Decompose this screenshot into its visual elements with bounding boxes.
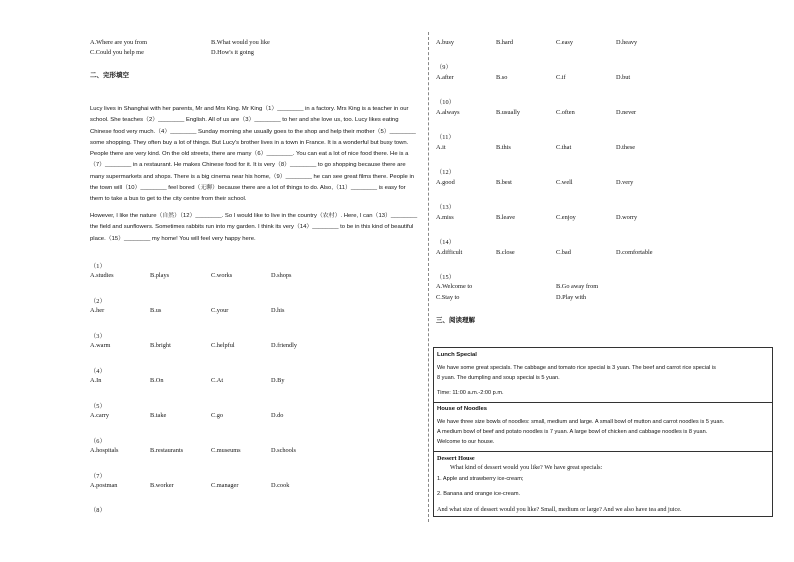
option[interactable]: B.restaurants: [150, 447, 184, 454]
question-number: （15）: [436, 274, 455, 281]
noodles-text-2: A medium bowl of beef and potato noodles is 7 yuan. A large bowl of chicken and cabbage noodles is 8 yuan.: [437, 429, 708, 435]
option[interactable]: D.do: [271, 412, 284, 419]
option[interactable]: D.never: [616, 109, 637, 116]
option[interactable]: A.good: [436, 179, 455, 186]
option[interactable]: B.plays: [150, 272, 170, 279]
option[interactable]: B.close: [496, 249, 515, 256]
option[interactable]: C.helpful: [211, 342, 235, 349]
option[interactable]: D.worry: [616, 214, 638, 221]
option[interactable]: C.your: [211, 307, 229, 314]
option[interactable]: A.studies: [90, 272, 114, 279]
option[interactable]: D.shops: [271, 272, 292, 279]
option[interactable]: C.easy: [556, 39, 573, 46]
option[interactable]: D.his: [271, 307, 285, 314]
lunch-special-time: Time: 11:00 a.m.-2:00 p.m.: [437, 390, 504, 396]
option[interactable]: D.cook: [271, 482, 290, 489]
option[interactable]: D.but: [616, 74, 631, 81]
dessert-title: Dessert House: [437, 455, 475, 462]
option[interactable]: C.manager: [211, 482, 239, 489]
option[interactable]: B.hard: [496, 39, 513, 46]
option[interactable]: A.miss: [436, 214, 454, 221]
option[interactable]: A.busy: [436, 39, 455, 46]
option[interactable]: C.well: [556, 179, 573, 186]
option[interactable]: D.Play with: [556, 294, 587, 301]
lunch-special-title: Lunch Special: [437, 352, 477, 358]
question-number: （13）: [436, 204, 455, 211]
option[interactable]: B.Go away from: [556, 283, 599, 290]
reading-notice-box: [433, 347, 773, 517]
option[interactable]: D.By: [271, 377, 285, 384]
option[interactable]: B.best: [496, 179, 512, 186]
option[interactable]: C.often: [556, 109, 575, 116]
lunch-special-text-2: 8 yuan. The dumpling and soup special is 5 yuan.: [437, 375, 560, 381]
dessert-section: [434, 451, 772, 516]
option[interactable]: B.leave: [496, 214, 516, 221]
option[interactable]: A.hospitals: [90, 447, 119, 454]
question-number: （7）: [90, 473, 106, 480]
option[interactable]: D.comfortable: [616, 249, 653, 256]
option[interactable]: D.these: [616, 144, 636, 151]
section-cloze-title: 二、完形填空: [90, 71, 129, 79]
option[interactable]: A.carry: [90, 412, 110, 419]
dessert-item-1: 1. Apple and strawberry ice-cream;: [437, 476, 524, 482]
option[interactable]: C.if: [556, 74, 566, 81]
lunch-special-text-1: We have some great specials. The cabbage and tomato rice special is 3 yuan. The beef and carrot rice special is: [437, 365, 716, 371]
noodles-text-1: We have three size bowls of noodles: small, medium and large. A small bowl of mutton and carrot noodles is 5 yuan.: [437, 419, 725, 425]
option[interactable]: C.enjoy: [556, 214, 576, 221]
option[interactable]: B.take: [150, 412, 167, 419]
passage-paragraph-2: However, I like the nature（自然）（12）________. So I would like to live in the country（农村）. Here, I can（13）________ the field and sunflowers. Sometimes rabbits run into my garden. I think its very（14）________ to be in this kind of beautiful place.（15）________ my home! You will feel very happy here.: [90, 213, 418, 242]
option[interactable]: B.this: [496, 144, 511, 151]
option[interactable]: A.warm: [90, 342, 111, 349]
top-option-b: B.What would you like: [211, 39, 270, 46]
top-option-a: A.Where are you from: [90, 39, 147, 46]
option[interactable]: C.museums: [211, 447, 241, 454]
dessert-text-1: What kind of dessert would you like? We have great specials:: [450, 464, 603, 471]
question-number: （10）: [436, 99, 455, 106]
option[interactable]: B.On: [150, 377, 164, 384]
question-number: （14）: [436, 239, 455, 246]
option[interactable]: B.us: [150, 307, 162, 314]
option[interactable]: C.Stay to: [436, 294, 460, 301]
question-number: （5）: [90, 403, 106, 410]
option[interactable]: D.friendly: [271, 342, 298, 349]
option[interactable]: A.postman: [90, 482, 118, 489]
passage-paragraph-1: Lucy lives in Shanghai with her parents, Mr and Mrs King. Mr King（1）________ in a factory. Mrs King is a teacher in our school. She teaches（2）________ English. All of us are（3）________ to her and she love us, too. Lucy likes eating Chinese food very much.（4）________ Sunday morning she usually goes to the shop and help their mother（5）________ some shopping. They often buy a lot of things. But Lucy's brother lives in a town in France. It is a wonderful but busy town. People there are very kind. On the old streets, there are many（6）________. You can eat a lot of nice food there. He is a（7）________ in a restaurant. He makes Chinese food for it. It is very（8）________ to go shopping because there are many supermarkets and shops. There is a big cinema near his home,（9）________ he can see great films there. People in the town will（10）________ feel bored（无聊）because there are a lot of things to do. Also,（11）________ is easy for them to take a bus to get to the city centre from their school.: [90, 106, 416, 203]
option[interactable]: C.that: [556, 144, 572, 151]
option[interactable]: C.bad: [556, 249, 571, 256]
noodles-text-3: Welcome to our house.: [437, 439, 495, 445]
option[interactable]: A.it: [436, 144, 446, 151]
option[interactable]: C.At: [211, 377, 224, 384]
question-number: （8）: [90, 507, 106, 514]
option[interactable]: B.usually: [496, 109, 520, 116]
question-number: （11）: [436, 134, 455, 141]
noodles-section: [434, 402, 772, 451]
dessert-item-2: 2. Banana and orange ice-cream.: [437, 491, 521, 497]
option[interactable]: B.bright: [150, 342, 171, 349]
question-number: （3）: [90, 333, 106, 340]
top-option-c: C.Could you help me: [90, 49, 144, 56]
option[interactable]: A.her: [90, 307, 105, 314]
section-reading-title: 三、阅读理解: [436, 316, 475, 324]
column-divider: [428, 32, 429, 522]
option[interactable]: A.Welcome to: [436, 283, 473, 290]
option[interactable]: C.works: [211, 272, 233, 279]
question-number: （6）: [90, 438, 106, 445]
question-number: （9）: [436, 64, 452, 71]
lunch-special-section: [434, 348, 772, 402]
question-number: （2）: [90, 298, 106, 305]
option[interactable]: D.heavy: [616, 39, 638, 46]
noodles-title: House of Noodles: [437, 406, 488, 412]
dessert-text-2: And what size of dessert would you like? Small, medium or large? And we also have tea and juice.: [437, 506, 682, 513]
question-number: （12）: [436, 169, 455, 176]
option[interactable]: C.go: [211, 412, 224, 419]
question-number: （1）: [90, 263, 106, 270]
top-option-d: D.How's it going: [211, 49, 254, 56]
option[interactable]: D.very: [616, 179, 634, 186]
option[interactable]: B.so: [496, 74, 508, 81]
option[interactable]: B.worker: [150, 482, 174, 489]
option[interactable]: A.always: [436, 109, 460, 116]
option[interactable]: A.In: [90, 377, 102, 384]
option[interactable]: D.schools: [271, 447, 297, 454]
option[interactable]: A.after: [436, 74, 454, 81]
option[interactable]: A.difficult: [436, 249, 463, 256]
question-number: （4）: [90, 368, 106, 375]
